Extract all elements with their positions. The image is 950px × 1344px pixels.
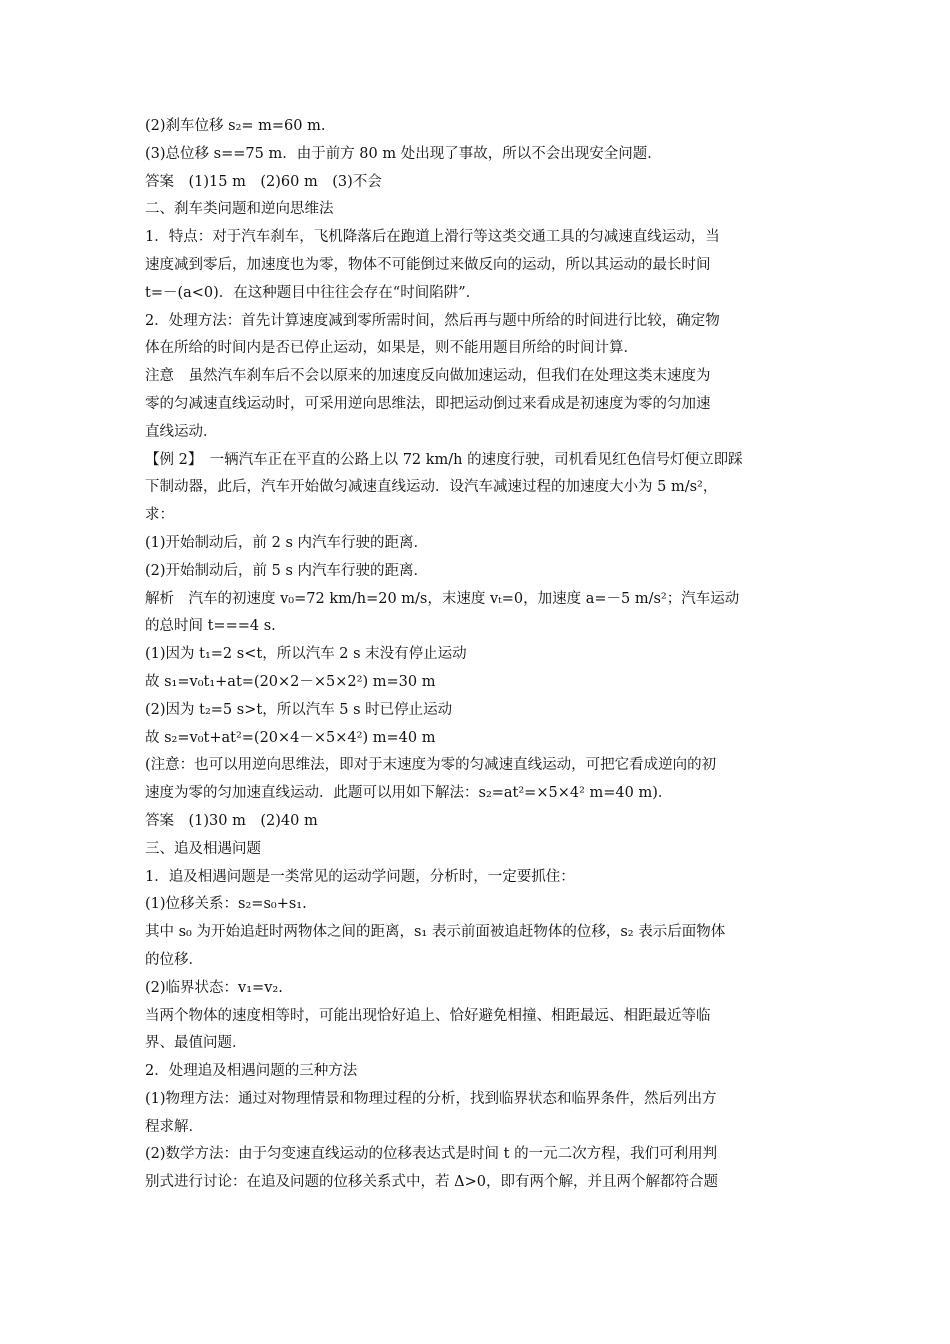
text-line: (3)总位移 s==75 m．由于前方 80 m 处出现了事故，所以不会出现安全问题． <box>145 145 662 162</box>
solution-line: 的总时间 t===4 s. <box>145 618 276 635</box>
text-line: 别式进行讨论：在追及问题的位移关系式中，若 Δ>0，即有两个解，并且两个解都符合题 <box>145 1174 718 1191</box>
solution-line: (2)因为 t₂=5 s>t，所以汽车 5 s 时已停止运动 <box>145 701 453 718</box>
text-line: (2)临界状态：v₁=v₂. <box>145 979 283 996</box>
note-line: 注意 虽然汽车刹车后不会以原来的加速度反向做加速运动，但我们在处理这类末速度为 <box>145 368 711 385</box>
solution-line: 解析 汽车的初速度 v₀=72 km/h=20 m/s，末速度 vₜ=0，加速度 a=－5 m/s²；汽车运动 <box>145 590 740 607</box>
equation-line: 故 s₂=v₀t+at²=(20×4－×5×4²) m=40 m <box>145 729 436 746</box>
text-line: 程求解． <box>145 1118 203 1135</box>
text-line: 界、最值问题． <box>145 1035 247 1052</box>
text-line: t=－(a<0)．在这种题目中往往会存在“时间陷阱”． <box>145 284 481 301</box>
text-line: 体在所给的时间内是否已停止运动，如果是，则不能用题目所给的时间计算． <box>145 340 638 357</box>
text-line: 其中 s₀ 为开始追赶时两物体之间的距离，s₁ 表示前面被追赶物体的位移，s₂ 表示后面物体 <box>145 924 726 941</box>
solution-line: (1)因为 t₁=2 s<t，所以汽车 2 s 末没有停止运动 <box>145 646 467 663</box>
text-line: 速度减到零后，加速度也为零，物体不可能倒过来做反向的运动，所以其运动的最长时间 <box>145 256 711 273</box>
answer-line: 答案 (1)15 m (2)60 m (3)不会 <box>145 173 382 190</box>
question-line: (2)开始制动后，前 5 s 内汽车行驶的距离． <box>145 562 429 579</box>
text-line: 2．处理追及相遇问题的三种方法 <box>145 1063 358 1080</box>
text-line: 1．追及相遇问题是一类常见的运动学问题，分析时，一定要抓住： <box>145 868 575 885</box>
text-line: (1)物理方法：通过对物理情景和物理过程的分析，找到临界状态和临界条件，然后列出方 <box>145 1090 717 1107</box>
text-line: 2．处理方法：首先计算速度减到零所需时间，然后再与题中所给的时间进行比较，确定物 <box>145 312 720 329</box>
text-line: 的位移． <box>145 951 203 968</box>
question-line: (1)开始制动后，前 2 s 内汽车行驶的距离． <box>145 534 429 551</box>
note-line: 速度为零的匀加速直线运动．此题可以用如下解法：s₂=at²=×5×4² m=40 m)． <box>145 785 673 802</box>
equation-line: 故 s₁=v₀t₁+at=(20×2－×5×2²) m=30 m <box>145 673 436 690</box>
text-line: 零的匀减速直线运动时，可采用逆向思维法，即把运动倒过来看成是初速度为零的匀加速 <box>145 395 711 412</box>
text-line: 求： <box>145 507 174 524</box>
text-line: 直线运动． <box>145 423 218 440</box>
text-line: 1．特点：对于汽车刹车，飞机降落后在跑道上滑行等这类交通工具的匀减速直线运动，当 <box>145 229 720 246</box>
document-page <box>145 113 815 1197</box>
text-line: (1)位移关系：s₂=s₀+s₁. <box>145 896 307 913</box>
example-heading: 【例 2】 一辆汽车正在平直的公路上以 72 km/h 的速度行驶，司机看见红色信号灯便立即踩 <box>145 451 743 468</box>
section-heading: 二、刹车类问题和逆向思维法 <box>145 201 334 218</box>
answer-line: 答案 (1)30 m (2)40 m <box>145 812 318 829</box>
text-line: 当两个物体的速度相等时，可能出现恰好追上、恰好避免相撞、相距最远、相距最近等临 <box>145 1007 711 1024</box>
text-line: 下制动器，此后，汽车开始做匀减速直线运动．设汽车减速过程的加速度大小为 5 m/s²， <box>145 479 718 496</box>
text-line: (2)刹车位移 s₂= m=60 m. <box>145 118 326 134</box>
note-line: (注意：也可以用逆向思维法，即对于末速度为零的匀减速直线运动，可把它看成逆向的初 <box>145 757 717 774</box>
section-heading: 三、追及相遇问题 <box>145 840 261 857</box>
text-line: (2)数学方法：由于匀变速直线运动的位移表达式是时间 t 的一元二次方程，我们可利用判 <box>145 1146 718 1163</box>
